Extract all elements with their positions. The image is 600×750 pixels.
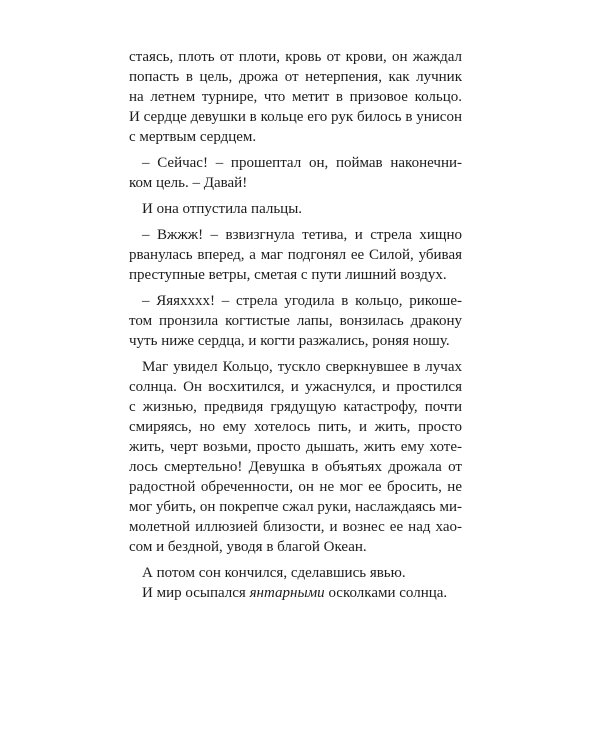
text-line: Маг увидел Кольцо, тускло сверкнувшее в лучах (142, 359, 462, 375)
text-line: молетной иллюзией близости, и вознес ее над хао- (129, 519, 462, 535)
text-line: – Сейчас! – прошептал он, поймав наконечни- (142, 155, 462, 171)
text-line: сом и бездной, уводя в благой Океан. (129, 539, 367, 555)
paragraph-6 (129, 357, 462, 557)
text-line: том пронзила когтистые лапы, вонзилась дракону (129, 313, 462, 329)
paragraph-4 (129, 225, 462, 285)
paragraph-8 (129, 583, 462, 603)
text-line: на летнем турнире, что метит в призовое кольцо. (129, 89, 462, 105)
paragraph-2 (129, 153, 462, 193)
text-line: попасть в цель, дрожа от нетерпения, как лучник (129, 69, 462, 85)
text-line: чуть ниже сердца, и когти разжались, роняя ношу. (129, 333, 450, 349)
text-line: преступные ветры, сметая с пути лишний воздух. (129, 267, 447, 283)
text-line: лось смертельно! Девушка в объятьях дрожала от (129, 459, 462, 475)
text-line: – Вжжж! – взвизгнула тетива, и стрела хищно (142, 227, 462, 243)
text-line: И сердце девушки в кольце его рук билось в унисон (129, 109, 462, 125)
text-line: солнца. Он восхитился, и ужаснулся, и простился (129, 379, 462, 395)
text-line: радостной обреченности, он не мог ее бросить, не (129, 479, 462, 495)
paragraph-7 (129, 563, 462, 583)
book-page (129, 47, 462, 603)
final-line-start: И мир осыпался (142, 585, 250, 601)
text-line: с мертвым сердцем. (129, 129, 257, 145)
text-line: А потом сон кончился, сделавшись явью. (142, 565, 406, 581)
text-line: жить, черт возьми, просто дышать, жить ему хоте- (129, 439, 462, 455)
italic-word: янтарными (249, 585, 325, 601)
paragraph-5 (129, 291, 462, 351)
paragraph-3 (129, 199, 462, 219)
text-line: И она отпустила пальцы. (142, 201, 303, 217)
final-line-end: осколками солнца. (324, 585, 448, 601)
paragraph-1 (129, 47, 462, 147)
text-line: рванулась вперед, а маг подгонял ее Силой, убивая (129, 247, 462, 263)
text-line: с жизнью, предвидя грядущую катастрофу, почти (129, 399, 462, 415)
text-line: ком цель. – Давай! (129, 175, 248, 191)
text-line: – Яяяхххх! – стрела угодила в кольцо, рикоше- (142, 293, 462, 309)
final-text-line (129, 583, 462, 603)
text-line: стаясь, плоть от плоти, кровь от крови, он жаждал (129, 49, 462, 65)
text-line: смиряясь, но ему хотелось пить, и жить, просто (129, 419, 462, 435)
text-line: мог убить, он покрепче сжал руки, наслаждаясь ми- (129, 499, 462, 515)
